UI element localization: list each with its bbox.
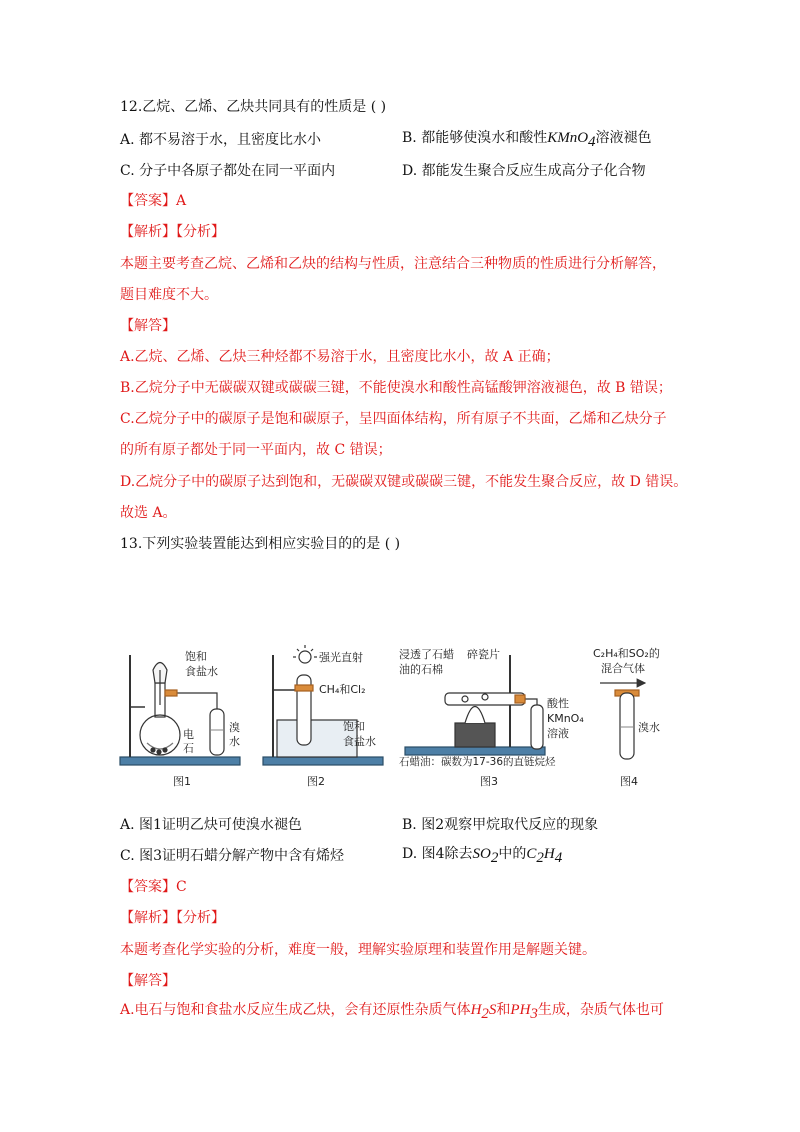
q13-solution-a-and: 和 [496, 1002, 511, 1018]
q12-answer: 【答案】A [120, 193, 187, 209]
f1-bromine-label-2: 水 [229, 735, 240, 748]
h2s-formula-h: H [470, 1002, 482, 1018]
f1-calcium-label-2: 石 [183, 742, 194, 755]
q13-option-b: B. 图2观察甲烷取代反应的现象 [402, 817, 599, 833]
ph3-formula: PH [510, 1002, 531, 1018]
q13-option-d-text: D. 图4除去 [402, 846, 473, 862]
f2-brine-label: 食盐水 [343, 735, 376, 748]
q12-solution-a: A.乙烷、乙烯、乙炔三种烃都不易溶于水，且密度比水小，故 A 正确； [120, 349, 560, 365]
q12-analysis-head: 【解析】【分析】 [120, 224, 225, 240]
q13-option-a: A. 图1证明乙炔可使溴水褪色 [120, 817, 302, 833]
q12-solution-d: D.乙烷分子中的碳原子达到饱和，无碳碳双键或碳碳三键，不能发生聚合反应，故 D 错误。 [120, 474, 688, 490]
figure-4-label: 图4 [620, 775, 638, 788]
q13-option-d [402, 844, 562, 868]
q13-analysis-head: 【解析】【分析】 [120, 910, 225, 926]
q13-analysis-line-1: 本题考查化学实验的分析，难度一般，理解实验原理和装置作用是解题关键。 [120, 942, 596, 958]
f1-brine-label: 食盐水 [185, 665, 218, 678]
kmno4-formula: KMnO [547, 130, 589, 146]
figure-1-label: 图1 [173, 775, 191, 788]
f2-saturated-label: 饱和 [343, 720, 365, 733]
q12-solution-c-1: C.乙烷分子中的碳原子是饱和碳原子，呈四面体结构，所有原子不共面，乙烯和乙炔分子 [120, 411, 667, 427]
q13-stem: 13.下列实验装置能达到相应实验目的的是 ( ) [120, 536, 401, 552]
f4-mix-label-2: 混合气体 [601, 662, 645, 675]
f1-saturated-label: 饱和 [185, 650, 207, 663]
h2s-formula-s: S [488, 1002, 497, 1018]
q12-solution-c-2: 的所有原子都处于同一平面内，故 C 错误； [120, 442, 392, 458]
figure-1-apparatus [120, 655, 240, 765]
q12-option-c: C. 分子中各原子都处在同一平面内 [120, 163, 336, 179]
ph3-subscript: 3 [530, 1005, 538, 1022]
q12-option-b [402, 128, 652, 152]
q12-analysis-line-1: 本题主要考查乙烷、乙烯和乙炔的结构与性质，注意结合三种物质的性质进行分析解答， [120, 256, 666, 272]
q12-final: 故选 A。 [120, 505, 177, 521]
q12-option-b-tail: 溶液褪色 [595, 130, 652, 146]
q12-option-b-text: B. 都能够使溴水和酸性 [402, 130, 548, 146]
q12-stem: 12.乙烷、乙烯、乙炔共同具有的性质是 ( ) [120, 99, 387, 115]
f2-gas-label: CH₄和Cl₂ [319, 683, 366, 696]
so2-formula: SO [472, 846, 491, 862]
q13-solution-head: 【解答】 [120, 973, 176, 989]
f4-mix-label-1: C₂H₄和SO₂的 [593, 647, 660, 660]
f1-bromine-label-1: 溴 [229, 721, 240, 734]
q12-option-a: A. 都不易溶于水，且密度比水小 [120, 132, 322, 148]
q13-solution-a [120, 1000, 664, 1024]
c2h4-formula-h: H [543, 846, 555, 862]
q13-option-c: C. 图3证明石蜡分解产物中含有烯烃 [120, 848, 345, 864]
so2-subscript: 2 [490, 849, 499, 866]
c2h4-subscript-h: 4 [554, 849, 563, 866]
f1-calcium-label-1: 电 [183, 728, 194, 741]
f3-solution-label: 溶液 [547, 727, 569, 740]
f3-kmno4-label: KMnO₄ [547, 712, 584, 725]
c2h4-subscript-c: 2 [536, 849, 544, 866]
q13-option-d-mid: 中的 [498, 846, 527, 862]
figure-3-label: 图3 [480, 775, 498, 788]
h2s-subscript: 2 [481, 1005, 489, 1022]
f3-soaked-label-2: 油的石棉 [399, 663, 443, 676]
figure-2-label: 图2 [307, 775, 325, 788]
q13-answer: 【答案】C [120, 879, 187, 895]
q13-solution-a-text: A.电石与饱和食盐水反应生成乙炔，会有还原性杂质气体 [120, 1002, 471, 1018]
c2h4-formula-c: C [526, 846, 537, 862]
q12-analysis-line-2: 题目难度不大。 [120, 287, 218, 303]
q12-option-d: D. 都能发生聚合反应生成高分子化合物 [402, 163, 646, 179]
f4-bromine-label: 溴水 [638, 721, 660, 734]
f2-light-label: 强光直射 [319, 651, 363, 664]
f3-acid-label: 酸性 [547, 697, 569, 710]
q12-solution-head: 【解答】 [120, 318, 176, 334]
f3-soaked-label-1: 浸透了石蜡 [399, 648, 454, 661]
apparatus-figure [115, 635, 695, 800]
q13-solution-a-tail: 生成，杂质气体也可 [537, 1002, 664, 1018]
f3-note: 石蜡油：碳数为17-36的直链烷烃 [399, 756, 556, 768]
kmno4-subscript: 4 [588, 133, 596, 150]
f3-porcelain-label: 碎瓷片 [467, 648, 500, 661]
q12-solution-b: B.乙烷分子中无碳碳双键或碳碳三键，不能使溴水和酸性高锰酸钾溶液褪色，故 B 错误； [120, 380, 672, 396]
